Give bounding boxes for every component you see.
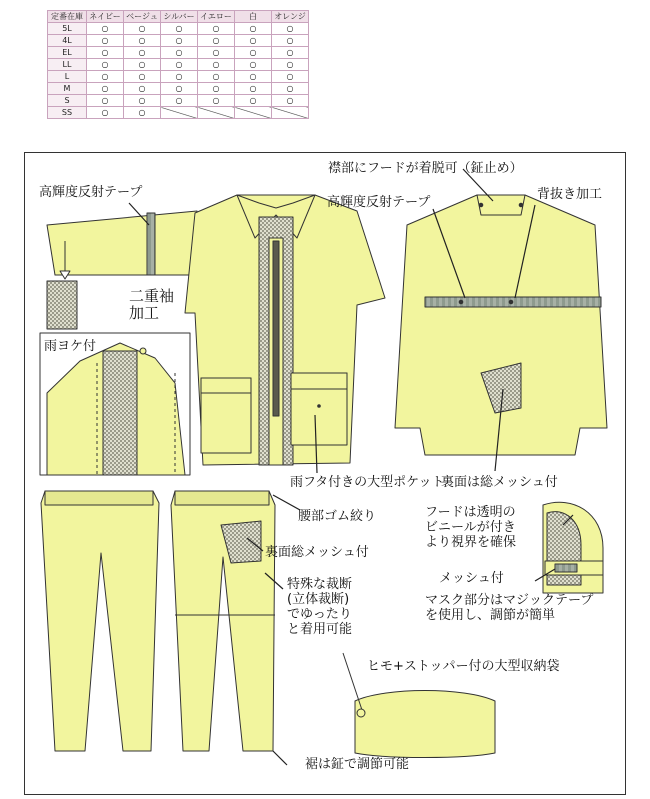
stock-cell: ○ — [124, 71, 161, 83]
stock-cell: ○ — [198, 47, 235, 59]
stock-cell: ○ — [87, 83, 124, 95]
stock-cell: ○ — [161, 23, 198, 35]
label-mask-velcro: マスク部分はマジックテープ を使用し、調節が簡単 — [425, 593, 594, 623]
size-cell: S — [48, 95, 87, 107]
stock-cell: ○ — [124, 23, 161, 35]
header-cell: シルバー — [161, 11, 198, 23]
stock-cell: ○ — [235, 83, 272, 95]
sleeve-detail — [47, 211, 207, 329]
stock-cell: ○ — [198, 23, 235, 35]
size-cell: 4L — [48, 35, 87, 47]
pants-back-drawing — [171, 491, 275, 751]
label-flap-pocket: 雨フタ付きの大型ポケット — [290, 475, 445, 490]
stock-cell: ○ — [272, 47, 309, 59]
stock-cell: ○ — [272, 83, 309, 95]
header-cell: ベージュ — [124, 11, 161, 23]
size-cell: SS — [48, 107, 87, 119]
size-cell: L — [48, 71, 87, 83]
stock-cell: ○ — [87, 95, 124, 107]
stock-cell: ○ — [161, 83, 198, 95]
stock-row — [48, 47, 309, 59]
size-cell: LL — [48, 59, 87, 71]
stock-row — [48, 83, 309, 95]
stock-cell: ○ — [272, 95, 309, 107]
stock-cell: ○ — [87, 47, 124, 59]
label-hem-snap: 裾は鉦で調節可能 — [305, 757, 410, 772]
stock-cell: ○ — [198, 35, 235, 47]
stock-cell: ○ — [272, 71, 309, 83]
stock-cell: ○ — [124, 47, 161, 59]
illustration-frame — [24, 152, 626, 795]
jacket-front-drawing — [185, 195, 385, 465]
stock-cell: ○ — [198, 71, 235, 83]
stock-cell: ○ — [235, 23, 272, 35]
label-rain-guard: 雨ヨケ付 — [44, 339, 97, 354]
label-elastic-waist: 腰部ゴム絞り — [298, 509, 377, 524]
size-cell: M — [48, 83, 87, 95]
unavailable-cell — [235, 107, 272, 119]
rain-guard-inset — [40, 333, 190, 475]
stock-cell: ○ — [198, 95, 235, 107]
stock-cell: ○ — [124, 95, 161, 107]
label-double-cuff: 二重袖 加工 — [129, 287, 175, 322]
stock-cell: ○ — [161, 59, 198, 71]
stock-cell: ○ — [272, 35, 309, 47]
stock-cell: ○ — [235, 71, 272, 83]
stock-table — [47, 10, 309, 119]
header-cell: オレンジ — [272, 11, 309, 23]
header-cell: ネイビー — [87, 11, 124, 23]
stock-cell: ○ — [235, 95, 272, 107]
header-cell: イエロー — [198, 11, 235, 23]
label-back-vent: 背抜き加工 — [537, 187, 603, 202]
stock-row — [48, 35, 309, 47]
stock-cell: ○ — [124, 59, 161, 71]
stock-cell: ○ — [124, 107, 161, 119]
stock-cell: ○ — [87, 35, 124, 47]
stock-table-body — [48, 23, 309, 119]
stock-cell: ○ — [198, 83, 235, 95]
stock-cell: ○ — [124, 83, 161, 95]
stock-cell: ○ — [235, 47, 272, 59]
stock-cell: ○ — [235, 59, 272, 71]
stock-cell: ○ — [124, 35, 161, 47]
label-reflective-tape-front: 高輝度反射テープ — [39, 185, 143, 200]
stock-row — [48, 95, 309, 107]
stock-cell: ○ — [87, 107, 124, 119]
stock-header-row — [48, 11, 309, 23]
hood-drawing — [543, 502, 603, 593]
label-reflective-tape-back: 高輝度反射テープ — [327, 195, 431, 210]
label-storage-bag: ヒモ+ストッパー付の大型収納袋 — [367, 659, 560, 674]
stock-cell: ○ — [87, 23, 124, 35]
header-cell: 白 — [235, 11, 272, 23]
stock-cell: ○ — [272, 59, 309, 71]
stock-row — [48, 71, 309, 83]
unavailable-cell — [161, 107, 198, 119]
jacket-back-drawing — [395, 195, 607, 455]
stock-cell: ○ — [161, 71, 198, 83]
size-cell: EL — [48, 47, 87, 59]
pants-front-drawing — [41, 491, 159, 751]
stock-cell: ○ — [272, 23, 309, 35]
stock-row — [48, 23, 309, 35]
header-cell: 定番在庫 — [48, 11, 87, 23]
label-special-cut: 特殊な裁断 (立体裁断) でゆったり と着用可能 — [287, 577, 353, 637]
stock-cell: ○ — [161, 47, 198, 59]
stock-row — [48, 59, 309, 71]
label-hood-mesh: メッシュ付 — [439, 571, 504, 586]
stock-cell: ○ — [235, 35, 272, 47]
stock-cell: ○ — [198, 59, 235, 71]
stock-cell: ○ — [87, 59, 124, 71]
label-hood-visor: フードは透明の ビニールが付き より視界を確保 — [425, 505, 517, 550]
label-hood-detachable: 襟部にフードが着脱可（鉦止め） — [328, 161, 523, 176]
stock-cell: ○ — [87, 71, 124, 83]
unavailable-cell — [198, 107, 235, 119]
unavailable-cell — [272, 107, 309, 119]
stock-row — [48, 107, 309, 119]
size-cell: 5L — [48, 23, 87, 35]
label-mesh-lining-pants: 裏面総メッシュ付 — [265, 545, 369, 560]
stock-cell: ○ — [161, 95, 198, 107]
stock-cell: ○ — [161, 35, 198, 47]
label-mesh-lining-jacket: 裏面は総メッシュ付 — [441, 475, 558, 490]
